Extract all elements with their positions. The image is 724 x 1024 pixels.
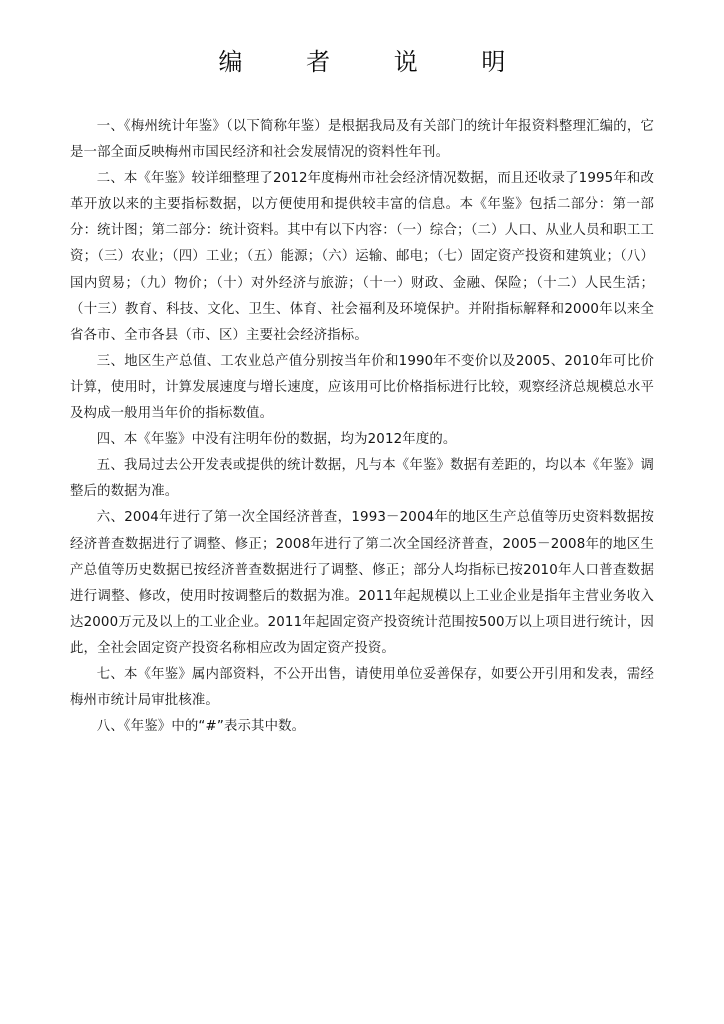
paragraph-4: 四、本《年鉴》中没有注明年份的数据，均为2012年度的。 bbox=[96, 432, 457, 448]
page-title: 编 者 说 明 bbox=[218, 48, 534, 76]
document-body bbox=[70, 114, 654, 740]
paragraph-5: 五、我局过去公开发表或提供的统计数据，凡与本《年鉴》数据有差距的，均以本《年鉴》调整后的数据为准。 bbox=[70, 458, 654, 500]
paragraph-1: 一、《梅州统计年鉴》（以下简称年鉴）是根据我局及有关部门的统计年报资料整理汇编的，它是一部全面反映梅州市国民经济和社会发展情况的资料性年刊。 bbox=[70, 119, 654, 161]
paragraph-6: 六、2004年进行了第一次全国经济普查，1993－2004年的地区生产总值等历史资料数据按经济普查数据进行了调整、修正；2008年进行了第二次全国经济普查，2005－2008年的地区生产总值等历史数据已按经济普查数据进行了调整、修正；部分人均指标已按2010年人口普查数据进行调整、修改，使用时按调整后的数据为准。2011年起规模以上工业企业是指年主营业务收入达2000万元及以上的工业企业。2011年起固定资产投资统计范围按500万以上项目进行统计，因此，全社会固定资产投资名称相应改为固定资产投资。 bbox=[70, 510, 654, 656]
paragraph-7: 七、本《年鉴》属内部资料，不公开出售，请使用单位妥善保存，如要公开引用和发表，需经梅州市统计局审批核准。 bbox=[70, 666, 654, 709]
paragraph-2: 二、本《年鉴》较详细整理了2012年度梅州市社会经济情况数据，而且还收录了1995年和改革开放以来的主要指标数据，以方便使用和提供较丰富的信息。本《年鉴》包括二部分：第一部分：统计图；第二部分：统计资料。其中有以下内容：（一）综合；（二）人口、从业人员和职工工资；（三）农业；（四）工业；（五）能源；（六）运输、邮电；（七）固定资产投资和建筑业；（八）国内贸易；（九）物价；（十）对外经济与旅游；（十一）财政、金融、保险；（十二）人民生活；（十三）教育、科技、文化、卫生、体育、社会福利及环境保护。并附指标解释和2000年以来全省各市、全市各县（市、区）主要社会经济指标。 bbox=[70, 171, 654, 343]
paragraph-3: 三、地区生产总值、工农业总产值分别按当年价和1990年不变价以及2005、2010年可比价计算，使用时，计算发展速度与增长速度，应该用可比价格指标进行比较，观察经济总规模总水平及构成一般用当年价的指标数值。 bbox=[70, 353, 654, 422]
paragraph-8: 八、《年鉴》中的“#”表示其中数。 bbox=[96, 719, 306, 735]
